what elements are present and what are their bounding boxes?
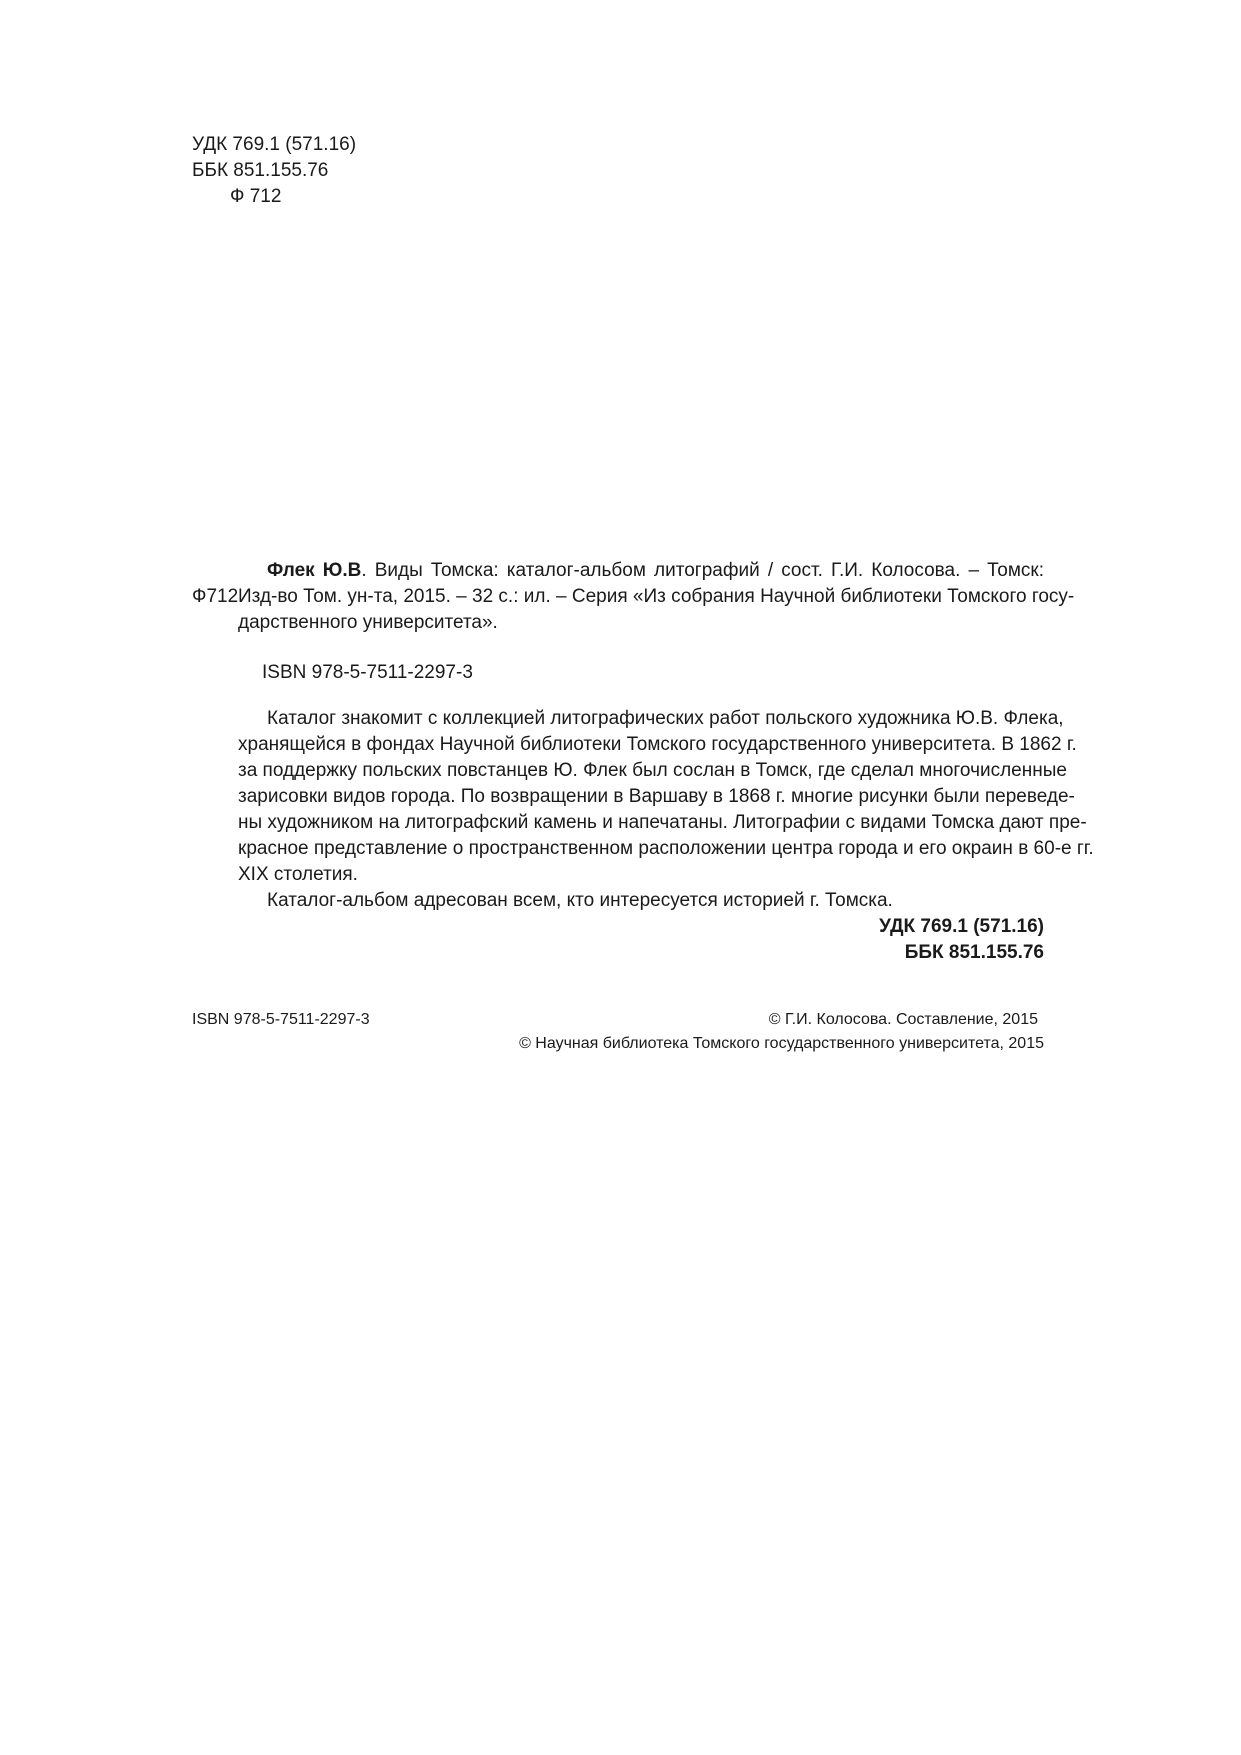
bbk-index: ББК 851.155.76 <box>192 160 329 181</box>
udk-bold: УДК 769.1 (571.16) <box>879 916 1044 937</box>
bibliographic-line-3: дарственного университета». <box>238 612 498 633</box>
annotation-line: красное представление о пространственном расположении центра города и его окраин в 60-е гг. <box>238 838 1094 859</box>
author-mark: Ф 712 <box>230 186 282 207</box>
isbn-line: ISBN 978-5-7511-2297-3 <box>262 662 473 683</box>
annotation-line: XIX столетия. <box>238 864 358 885</box>
copyright-compiler: © Г.И. Колосова. Составление, 2015 <box>768 1011 1038 1028</box>
bibliographic-mark: Ф712 <box>192 586 239 607</box>
annotation-line: хранящейся в фондах Научной библиотеки Томского государственного университета. В 1862 г. <box>238 734 1077 755</box>
footer-isbn: ISBN 978-5-7511-2297-3 <box>192 1011 370 1028</box>
annotation-line: ны художником на литографский камень и напечатаны. Литографии с видами Томска дают пре- <box>238 812 1087 833</box>
annotation-line: зарисовки видов города. По возвращении в Варшаву в 1868 г. многие рисунки были переведе- <box>238 786 1075 807</box>
udk-index: УДК 769.1 (571.16) <box>192 134 357 155</box>
annotation-line: Каталог знакомит с коллекцией литографических работ польского художника Ю.В. Флека, <box>267 708 1064 729</box>
author-name: Флек Ю.В <box>267 560 362 581</box>
annotation-line: за поддержку польских повстанцев Ю. Флек был сослан в Томск, где сделал многочисленные <box>238 760 1067 781</box>
bibliographic-title: . Виды Томска: каталог-альбом литографий / сост. Г.И. Колосова. – Томск: <box>361 560 1044 581</box>
copyright-library: © Научная библиотека Томского государственного университета, 2015 <box>519 1035 1044 1052</box>
bbk-bold: ББК 851.155.76 <box>904 942 1044 963</box>
bibliographic-line-2: Изд-во Том. ун-та, 2015. – 32 с.: ил. – Серия «Из собрания Научной библиотеки Томского госу- <box>238 586 1075 607</box>
bibliographic-line-1 <box>267 558 1044 584</box>
audience-line: Каталог-альбом адресован всем, кто интересуется историей г. Томска. <box>267 890 893 911</box>
